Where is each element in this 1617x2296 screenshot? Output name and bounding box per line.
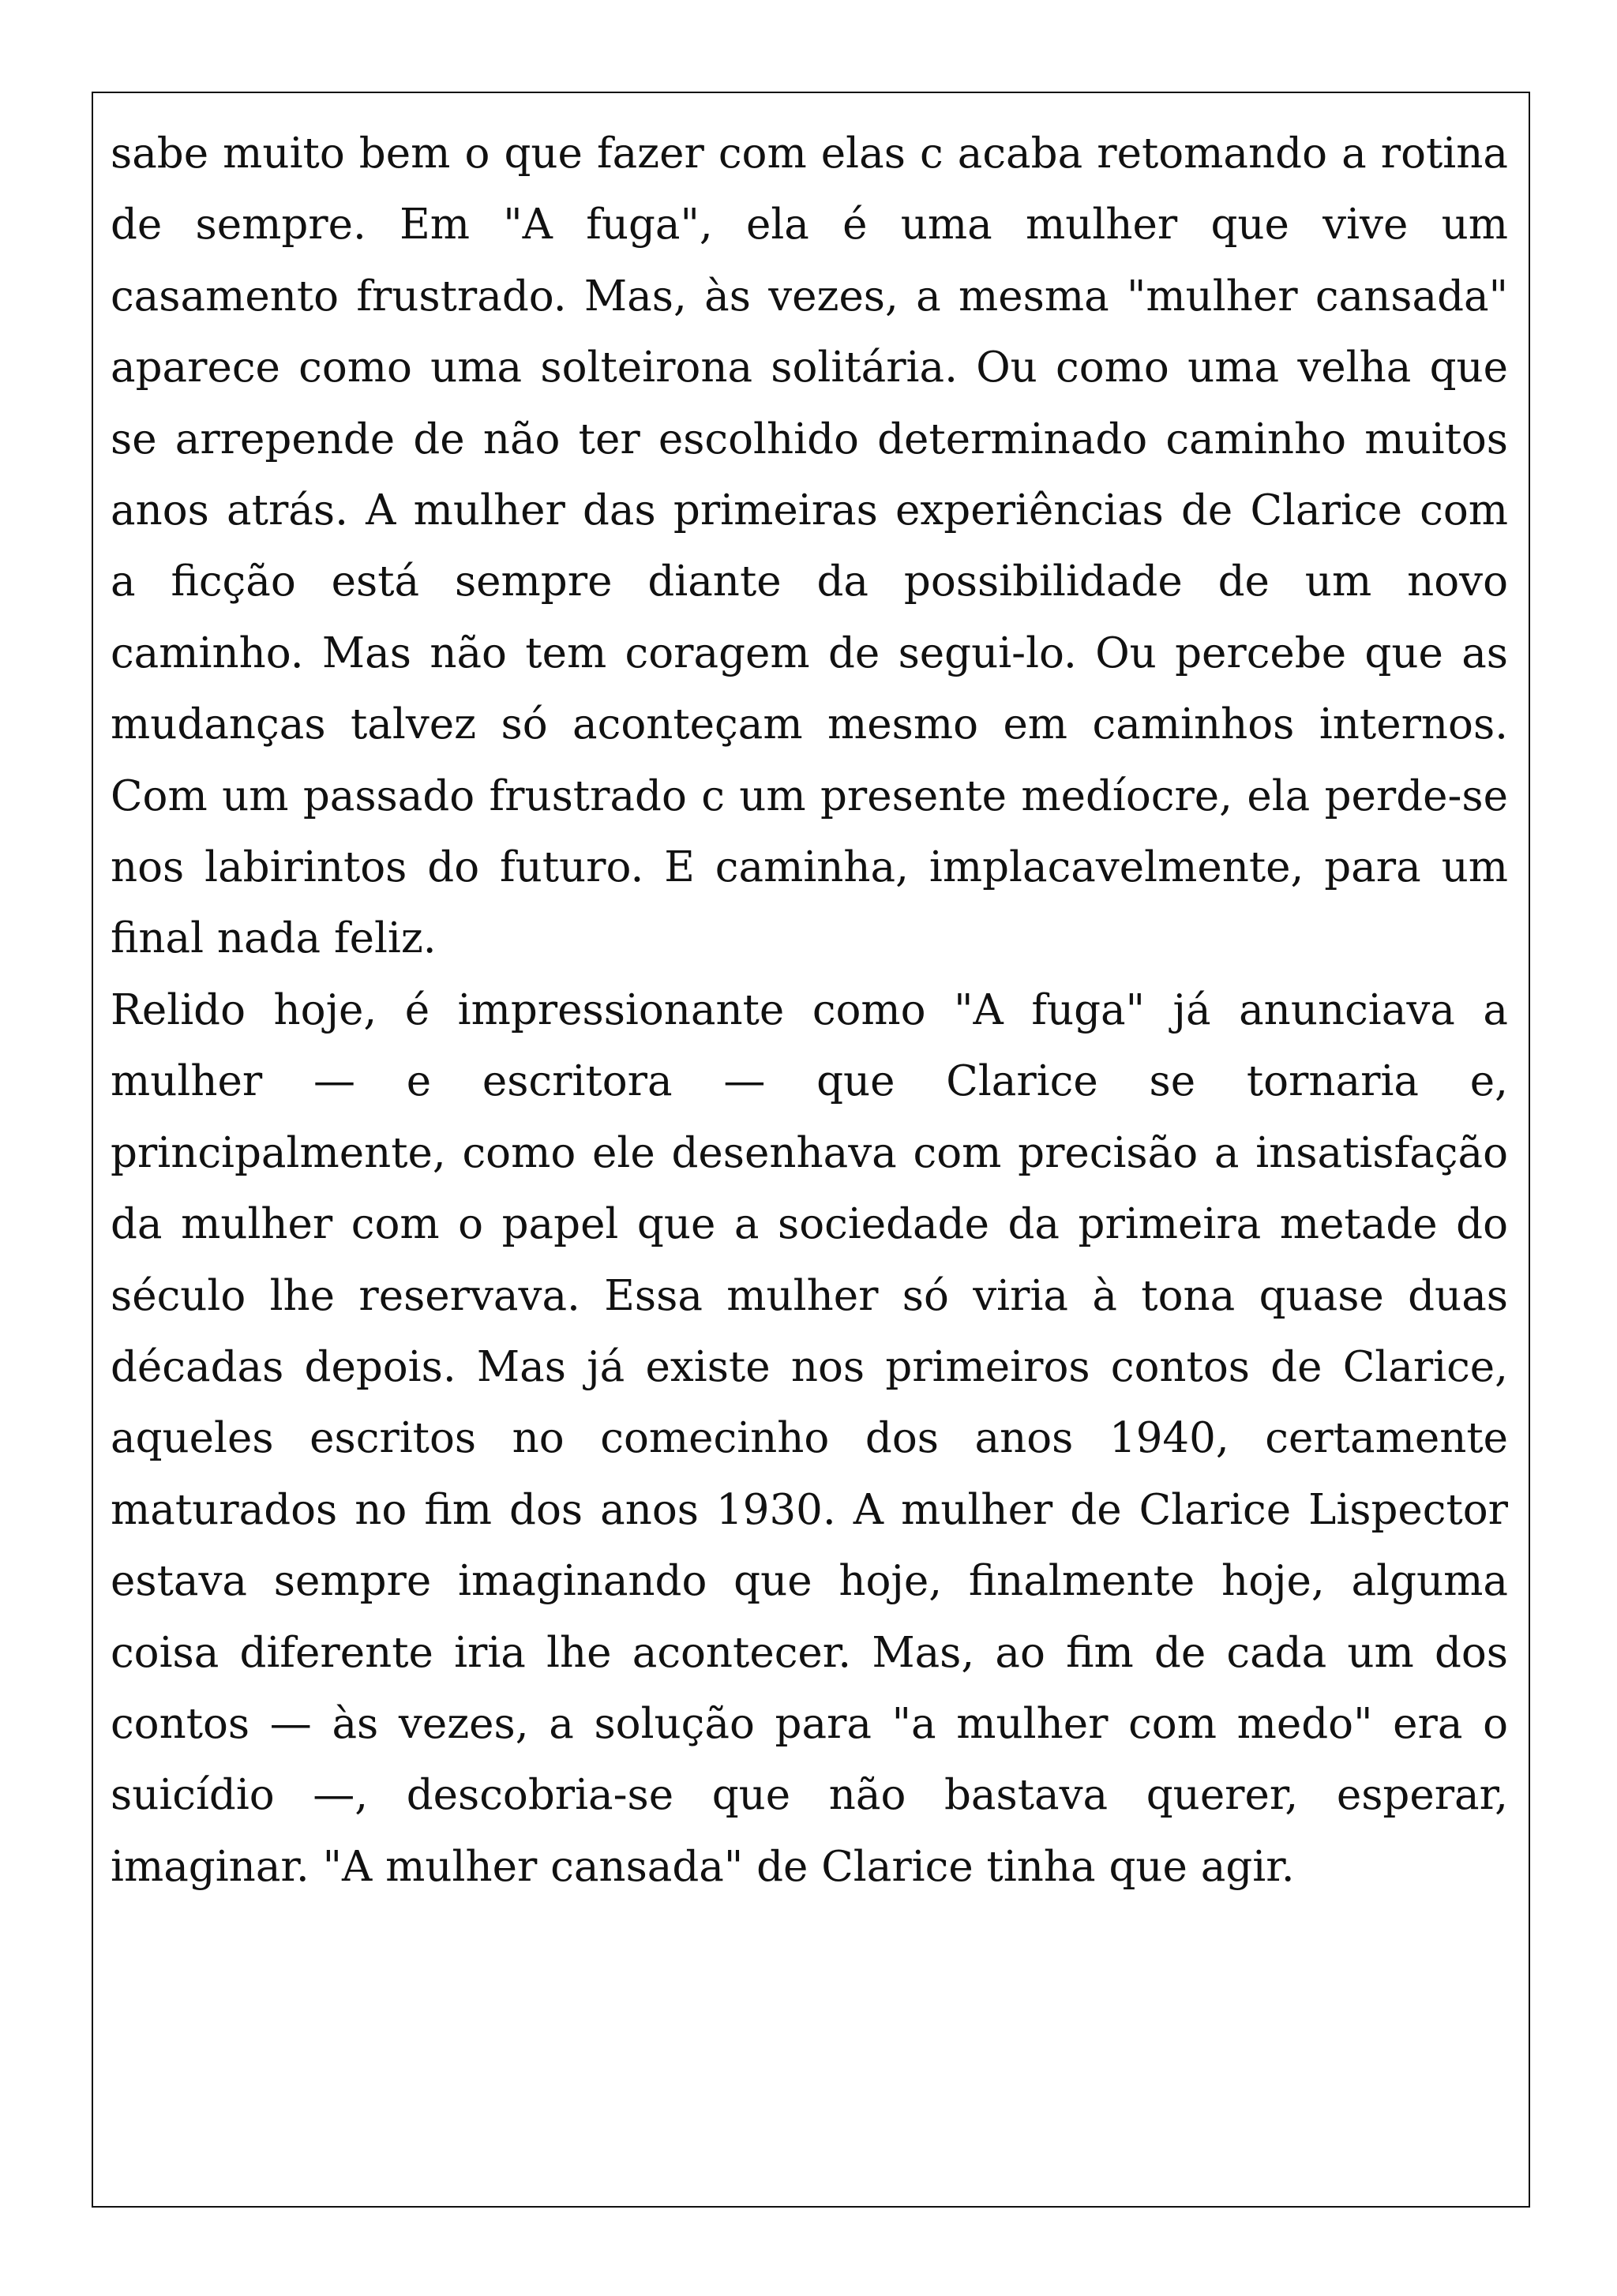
paragraph-1: sabe muito bem o que fazer com elas c acaba retomando a rotina de sempre. Em "A fuga", ela é uma mulher que vive um casamento frustrado. Mas, às vezes, a mesma "mulher cansada" aparece como uma solteirona solitária. Ou como uma velha que se arrepende de não ter escolhido determinado caminho muitos anos atrás. A mulher das primeiras experiências de Clarice com a ficção está sempre diante da possibilidade de um novo caminho. Mas não tem coragem de segui-lo. Ou percebe que as mudanças talvez só aconteçam mesmo em caminhos internos. Com um passado frustrado c um presente medíocre, ela perde-se nos labirintos do futuro. E caminha, implacavelmente, para um final nada feliz.: [111, 129, 1508, 963]
document-body: [111, 118, 1508, 1903]
paragraph-2: Relido hoje, é impressionante como "A fuga" já anunciava a mulher — e escritora — que Clarice se tornaria e, principalmente, como ele desenhava com precisão a insatisfação da mulher com o papel que a sociedade da primeira metade do século lhe reservava. Essa mulher só viria à tona quase duas décadas depois. Mas já existe nos primeiros contos de Clarice, aqueles escritos no comecinho dos anos 1940, certamente maturados no fim dos anos 1930. A mulher de Clarice Lispector estava sempre imaginando que hoje, finalmente hoje, alguma coisa diferente iria lhe acontecer. Mas, ao fim de cada um dos contos — às vezes, a solução para "a mulher com medo" era o suicídio —, descobria-se que não bastava querer, esperar, imaginar. "A mulher cansada" de Clarice tinha que agir.: [111, 985, 1508, 1891]
